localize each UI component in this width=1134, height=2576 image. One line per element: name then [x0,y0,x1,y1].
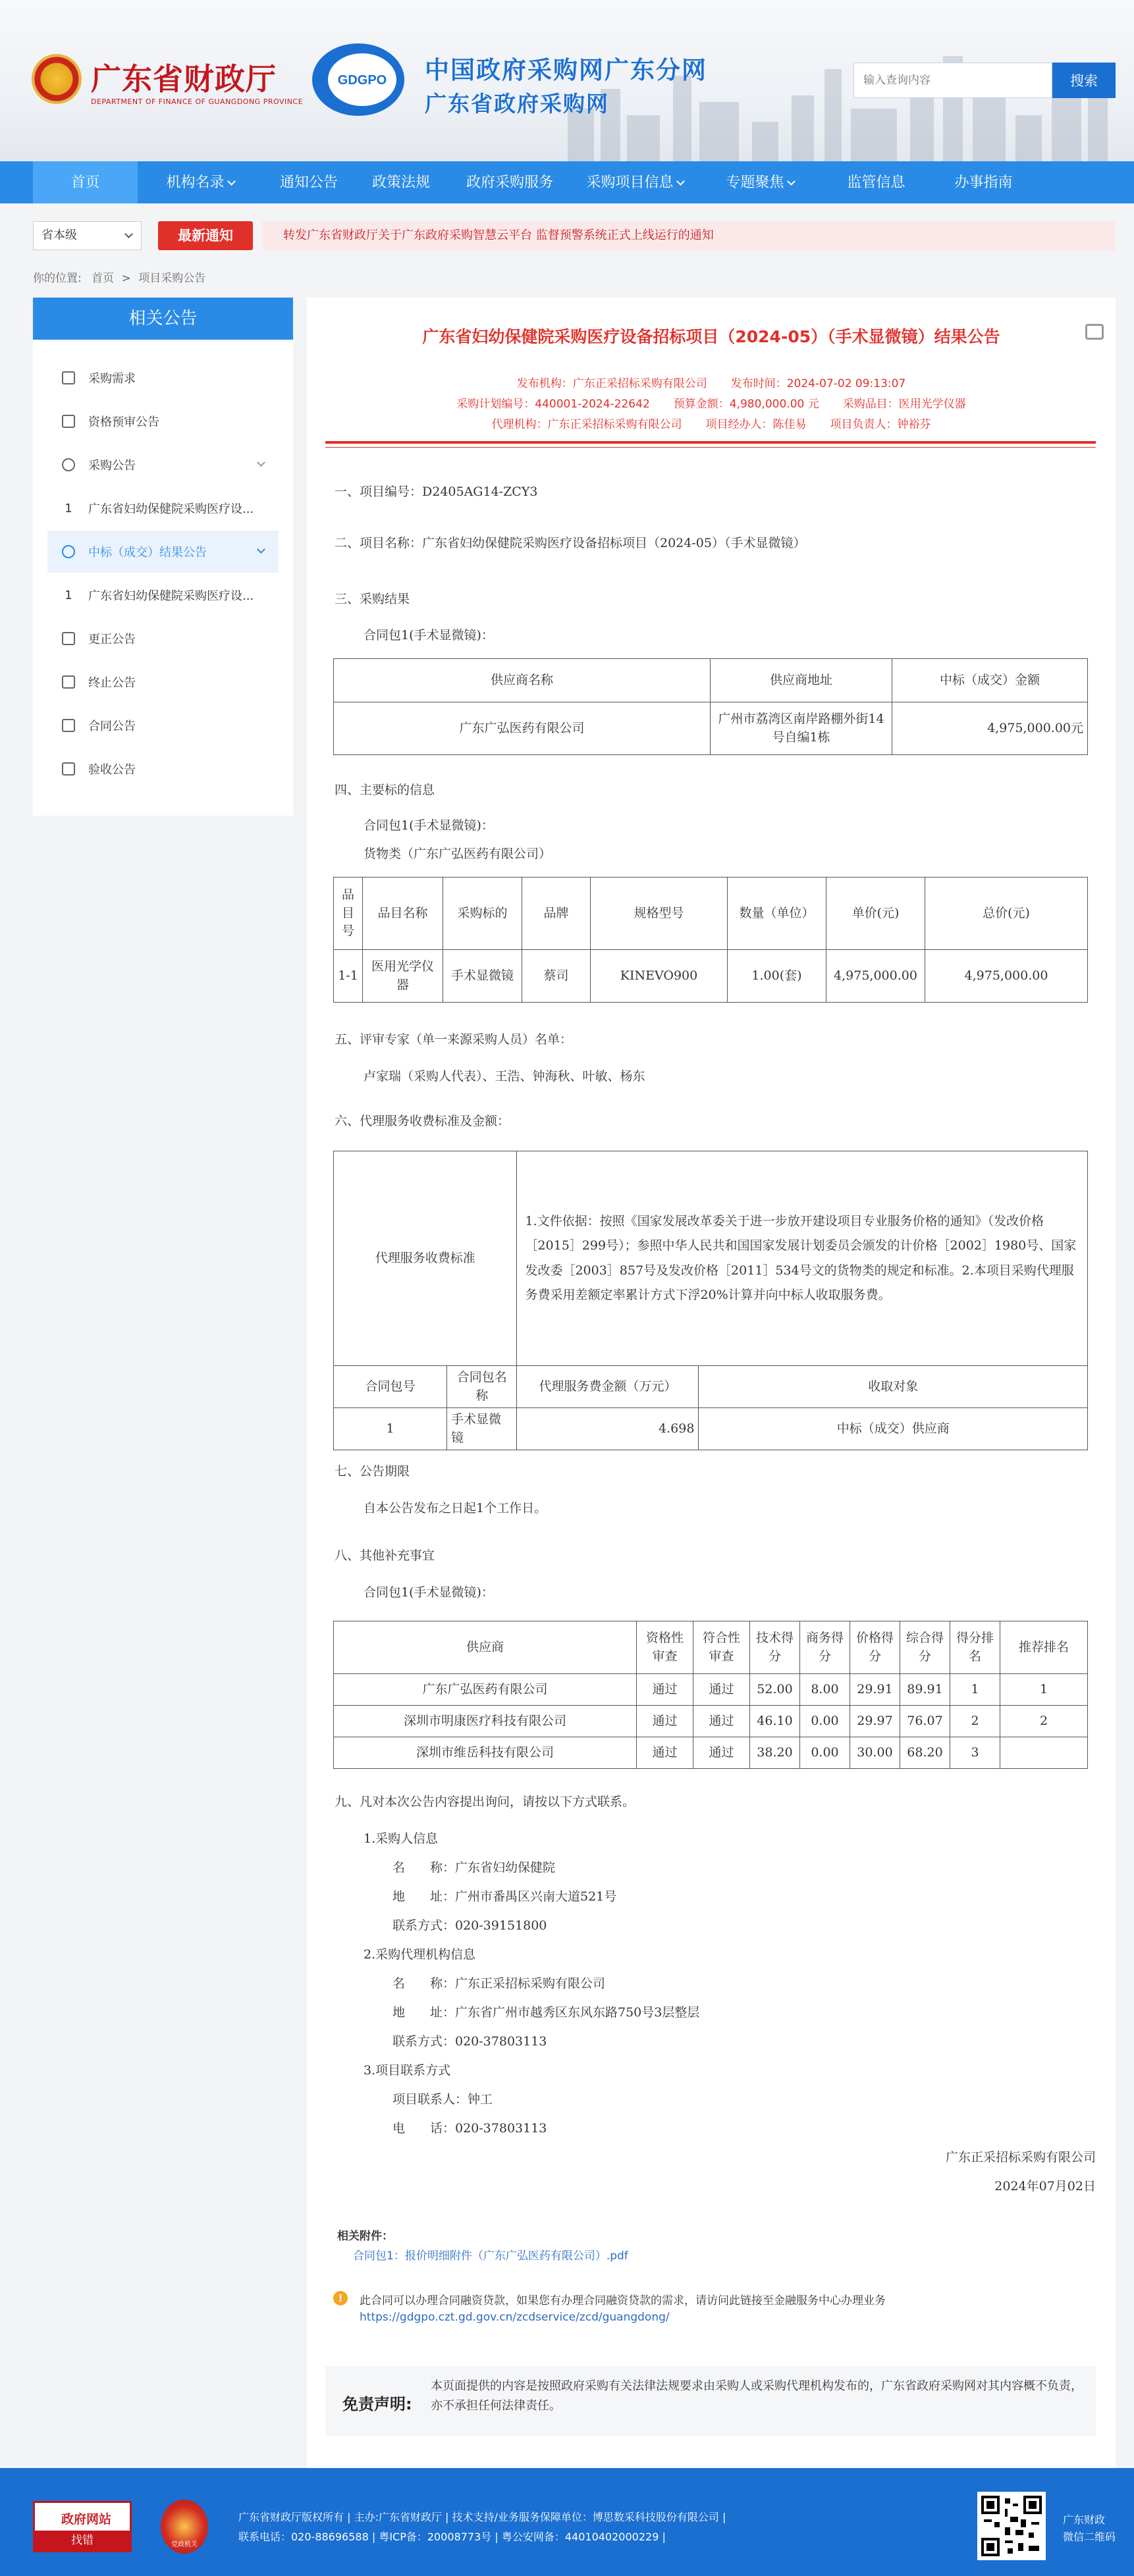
info-icon: ! [333,2291,348,2305]
fee-standard-label: 代理服务收费标准 [334,1151,517,1366]
purchaser-title: 1.采购人信息 [364,1831,439,1846]
sidebar-subitem-procurement-notice[interactable]: 1 广东省妇幼保健院采购医疗设... [65,501,254,516]
gdgpo-logo-text: GDGPO [337,73,387,88]
chevron-down-icon [227,177,236,186]
section-experts: 五、评审专家（单一来源采购人员）名单： [335,1032,573,1047]
section-agency-fee: 六、代理服务收费标准及金额： [335,1114,510,1128]
nav-special-topics[interactable]: 专题聚焦 [697,161,823,203]
badge-action: 找错 [35,2531,130,2550]
scores-package-label: 合同包1(手术显微镜)： [364,1585,494,1600]
sidebar-item-prequal[interactable]: 资格预审公告 [33,400,293,442]
nav-policies[interactable]: 政策法规 [371,174,430,190]
table-header: 收取对象 [699,1366,1088,1408]
table-header: 供应商 [334,1621,637,1674]
nav-procurement-services[interactable]: 政府采购服务 [466,174,553,190]
scores-table [333,1621,1088,1769]
table-header: 技术得分 [750,1621,800,1674]
table-header: 品目名称 [363,878,443,950]
table-row: 深圳市维岳科技有限公司 通过 通过 38.20 0.00 30.00 68.20 3 [334,1737,1088,1769]
footer-line-2: 联系电话：020-88696588 | 粤ICP备：20008773号 | 粤公安网备：44010402000229 | [238,2531,666,2543]
printer-icon[interactable] [1085,324,1104,340]
meta-row-2: 采购计划编号：440001-2024-22642 预算金额：4,980,000.00 元 采购品目：医用光学仪器 [456,398,966,411]
site-name-secondary: 广东省政府采购网 [425,91,609,117]
table-header: 代理服务费金额（万元） [517,1366,699,1408]
table-row: 广东广弘医药有限公司 广州市荔湾区南岸路棚外街14号自编1栋 4,975,000.00元 [334,702,1088,755]
chevron-down-icon [257,458,265,467]
sidebar-item-procurement-notice[interactable]: 采购公告 [33,444,293,486]
finance-link[interactable]: https://gdgpo.czt.gd.gov.cn/zcdservice/zcd/guangdong/ [360,2311,670,2324]
sidebar-item-contract[interactable]: 合同公告 [33,704,293,747]
breadcrumb-home[interactable]: 首页 [92,272,115,285]
sidebar-title: 相关公告 [33,298,293,340]
contract-icon [62,719,75,732]
nav-guide[interactable]: 办事指南 [954,174,1013,190]
table-header: 推荐排名 [1000,1621,1088,1674]
attachment-link[interactable]: 合同包1：报价明细附件（广东广弘医药有限公司）.pdf [353,2249,628,2263]
latest-notice-badge: 最新通知 [158,221,253,250]
table-header: 综合得分 [900,1621,950,1674]
table-header: 资格性审查 [637,1621,693,1674]
section-result-heading: 三、采购结果 [335,592,410,606]
latest-notice-link[interactable]: 转发广东省财政厅关于广东政府采购智慧云平台 监督预警系统正式上线运行的通知 [262,221,1116,250]
sidebar-item-termination[interactable]: 终止公告 [33,661,293,703]
table-header: 价格得分 [850,1621,900,1674]
nav-home[interactable]: 首页 [33,161,138,203]
signature-org: 广东正采招标采购有限公司 [945,2150,1096,2165]
table-header: 规格型号 [591,878,728,950]
qr-label: 广东财政 微信二维码 [1063,2513,1116,2543]
table-header: 符合性审查 [693,1621,750,1674]
checklist-icon [62,762,75,775]
table-row: 1 手术显微镜 4.698 中标（成交）供应商 [334,1408,1088,1450]
site-footer [0,2468,1134,2576]
table-header: 供应商地址 [711,659,892,702]
experts-list: 卢家瑞（采购人代表）、王浩、钟海秋、叶敏、杨东 [364,1069,645,1084]
section-other: 八、其他补充事宜 [335,1548,435,1563]
table-header: 得分排名 [950,1621,1000,1674]
table-header: 品牌 [522,878,591,950]
section-notice-period: 七、公告期限 [335,1464,410,1479]
fee-standard-text: 1.文件依据：按照《国家发展改革委关于进一步放开建设项目专业服务价格的通知》（发改价格［2015］299号）；参照中华人民共和国国家发展计划委员会颁发的计价格［2002］1980号、国家发改委［2003］857号及发改价格［2011］534号文的货物类的规定和标准。2.本项目采购代理服务费采用差额定率累计方式下浮20%计算并向中标人收取服务费。 [517,1151,1088,1366]
result-package-label: 合同包1(手术显微镜)： [364,628,494,643]
items-package-label: 合同包1(手术显微镜)： [364,818,494,833]
agency-title: 2.采购代理机构信息 [364,1947,476,1962]
main-nav [0,161,1134,203]
disclaimer [325,2366,1096,2436]
signature-date: 2024年07月02日 [994,2179,1096,2194]
document-search-icon [62,371,75,384]
breadcrumb-prefix: 你的位置: [33,272,82,285]
gdgpo-logo [310,41,407,118]
breadcrumb-current: 项目采购公告 [138,272,206,285]
chevron-down-icon [124,230,133,238]
breadcrumb-separator: > [121,272,131,285]
national-emblem-icon [32,54,82,104]
project-contact-title: 3.项目联系方式 [364,2063,451,2078]
meta-row-1: 发布机构：广东正采招标采购有限公司 发布时间：2024-07-02 09:13:07 [516,377,906,390]
region-select[interactable]: 省本级 [33,221,142,250]
sidebar-subitem-award-result[interactable]: 1 广东省妇幼保健院采购医疗设... [65,588,254,603]
party-gov-badge-label: 党政机关 [171,2541,198,2548]
target-icon [62,458,75,471]
agency-address: 地 址：广东省广州市越秀区东风东路750号3层整层 [392,2005,700,2020]
nav-supervision[interactable]: 监管信息 [847,174,905,190]
sidebar-item-correction[interactable]: 更正公告 [33,618,293,660]
dept-title: 广东省财政厅 [91,61,277,97]
result-table [333,658,1088,755]
chevron-down-icon [787,177,796,186]
agency-phone: 联系方式：020-37803113 [392,2034,547,2049]
announcement-content [307,298,1116,2469]
table-header: 总价(元) [925,878,1088,950]
table-header: 采购标的 [443,878,522,950]
agency-fee-table [333,1151,1088,1450]
search-button[interactable]: 搜索 [1052,63,1116,98]
sidebar [33,298,293,816]
qr-code-pattern [981,2496,1042,2556]
project-contact-phone: 电 话：020-37803113 [392,2121,547,2136]
swap-icon [62,415,75,428]
chevron-down-icon [676,177,685,186]
breadcrumb [33,269,205,285]
sidebar-item-procurement-demand[interactable]: 采购需求 [33,357,293,399]
site-header [0,0,1134,161]
table-header: 合同包名称 [447,1366,517,1408]
dept-subtitle: DEPARTMENT OF FINANCE OF GUANGDONG PROVINCE [91,97,304,106]
table-row: 广东广弘医药有限公司 通过 通过 52.00 8.00 29.91 89.91 1 1 [334,1674,1088,1706]
sidebar-item-award-result[interactable]: 中标（成交）结果公告 [47,531,279,573]
search-input[interactable] [853,63,1052,98]
project-contact-person: 项目联系人：钟工 [392,2092,493,2107]
target-icon [62,545,75,558]
table-header: 单价(元) [826,878,925,950]
section-main-items: 四、主要标的信息 [335,783,435,797]
table-row: 深圳市明康医疗科技有限公司 通过 通过 46.10 0.00 29.97 76.07 2 2 [334,1706,1088,1737]
notice-period-text: 自本公告发布之日起1个工作日。 [364,1501,547,1515]
title-divider-thin [325,447,1096,448]
table-header: 中标（成交）金额 [892,659,1088,702]
purchaser-name: 名 称：广东省妇幼保健院 [392,1860,556,1875]
title-divider [325,441,1096,444]
table-header: 供应商名称 [334,659,711,702]
qr-code [977,2492,1046,2560]
items-table [333,877,1088,1003]
party-gov-badge-icon[interactable] [161,2500,208,2554]
section-project-name: 二、项目名称：广东省妇幼保健院采购医疗设备招标项目（2024-05）（手术显微镜） [335,536,806,550]
sidebar-item-acceptance[interactable]: 验收公告 [33,748,293,790]
agency-name: 名 称：广东正采招标采购有限公司 [392,1976,606,1991]
nav-project-info[interactable]: 采购项目信息 [572,161,697,203]
purchaser-phone: 联系方式：020-39151800 [392,1918,547,1933]
footer-line-1: 广东省财政厅版权所有 | 主办:广东省财政厅 | 技术支持/业务服务保障单位：博思数采科技股份有限公司 | [238,2511,726,2523]
nav-directory[interactable]: 机构名录 [138,161,263,203]
badge-title: 政府网站 [61,2512,112,2527]
site-name-primary: 中国政府采购网广东分网 [425,56,707,84]
finance-text: 此合同可以办理合同融资贷款，如果您有办理合同融资贷款的需求，请访问此链接至金融服务中心办理业务 [360,2294,886,2307]
table-header: 数量（单位） [728,878,826,950]
disclaimer-text: 本页面提供的内容是按照政府采购有关法律法规要求由采购人或采购代理机构发布的，广东省政府采购网对其内容概不负责，亦不承担任何法律责任。 [431,2379,1083,2413]
table-header: 合同包号 [334,1366,447,1408]
purchaser-address: 地 址：广州市番禺区兴南大道521号 [392,1889,617,1904]
table-row: 1-1 医用光学仪器 手术显微镜 蔡司 KINEVO900 1.00(套) 4,975,000.00 4,975,000.00 [334,950,1088,1003]
meta-row-3: 代理机构：广东正采招标采购有限公司 项目经办人：陈佳易 项目负责人：钟裕芬 [491,418,931,431]
chevron-down-icon [257,545,265,554]
section-project-no: 一、项目编号：D2405AG14-ZCY3 [335,485,538,499]
items-category: 货物类（广东广弘医药有限公司） [364,847,552,861]
stop-document-icon [62,675,75,689]
document-icon [62,632,75,645]
attachments-label: 相关附件： [337,2230,393,2243]
section-contacts: 九、凡对本次公告内容提出询问，请按以下方式联系。 [335,1795,635,1809]
announcement-title: 广东省妇幼保健院采购医疗设备招标项目（2024-05）（手术显微镜）结果公告 [422,327,1000,346]
disclaimer-label: 免责声明: [342,2395,412,2413]
table-header: 品目号 [334,878,363,950]
nav-notices[interactable]: 通知公告 [279,174,338,190]
gov-site-error-badge[interactable] [33,2501,132,2552]
table-header: 商务得分 [800,1621,850,1674]
